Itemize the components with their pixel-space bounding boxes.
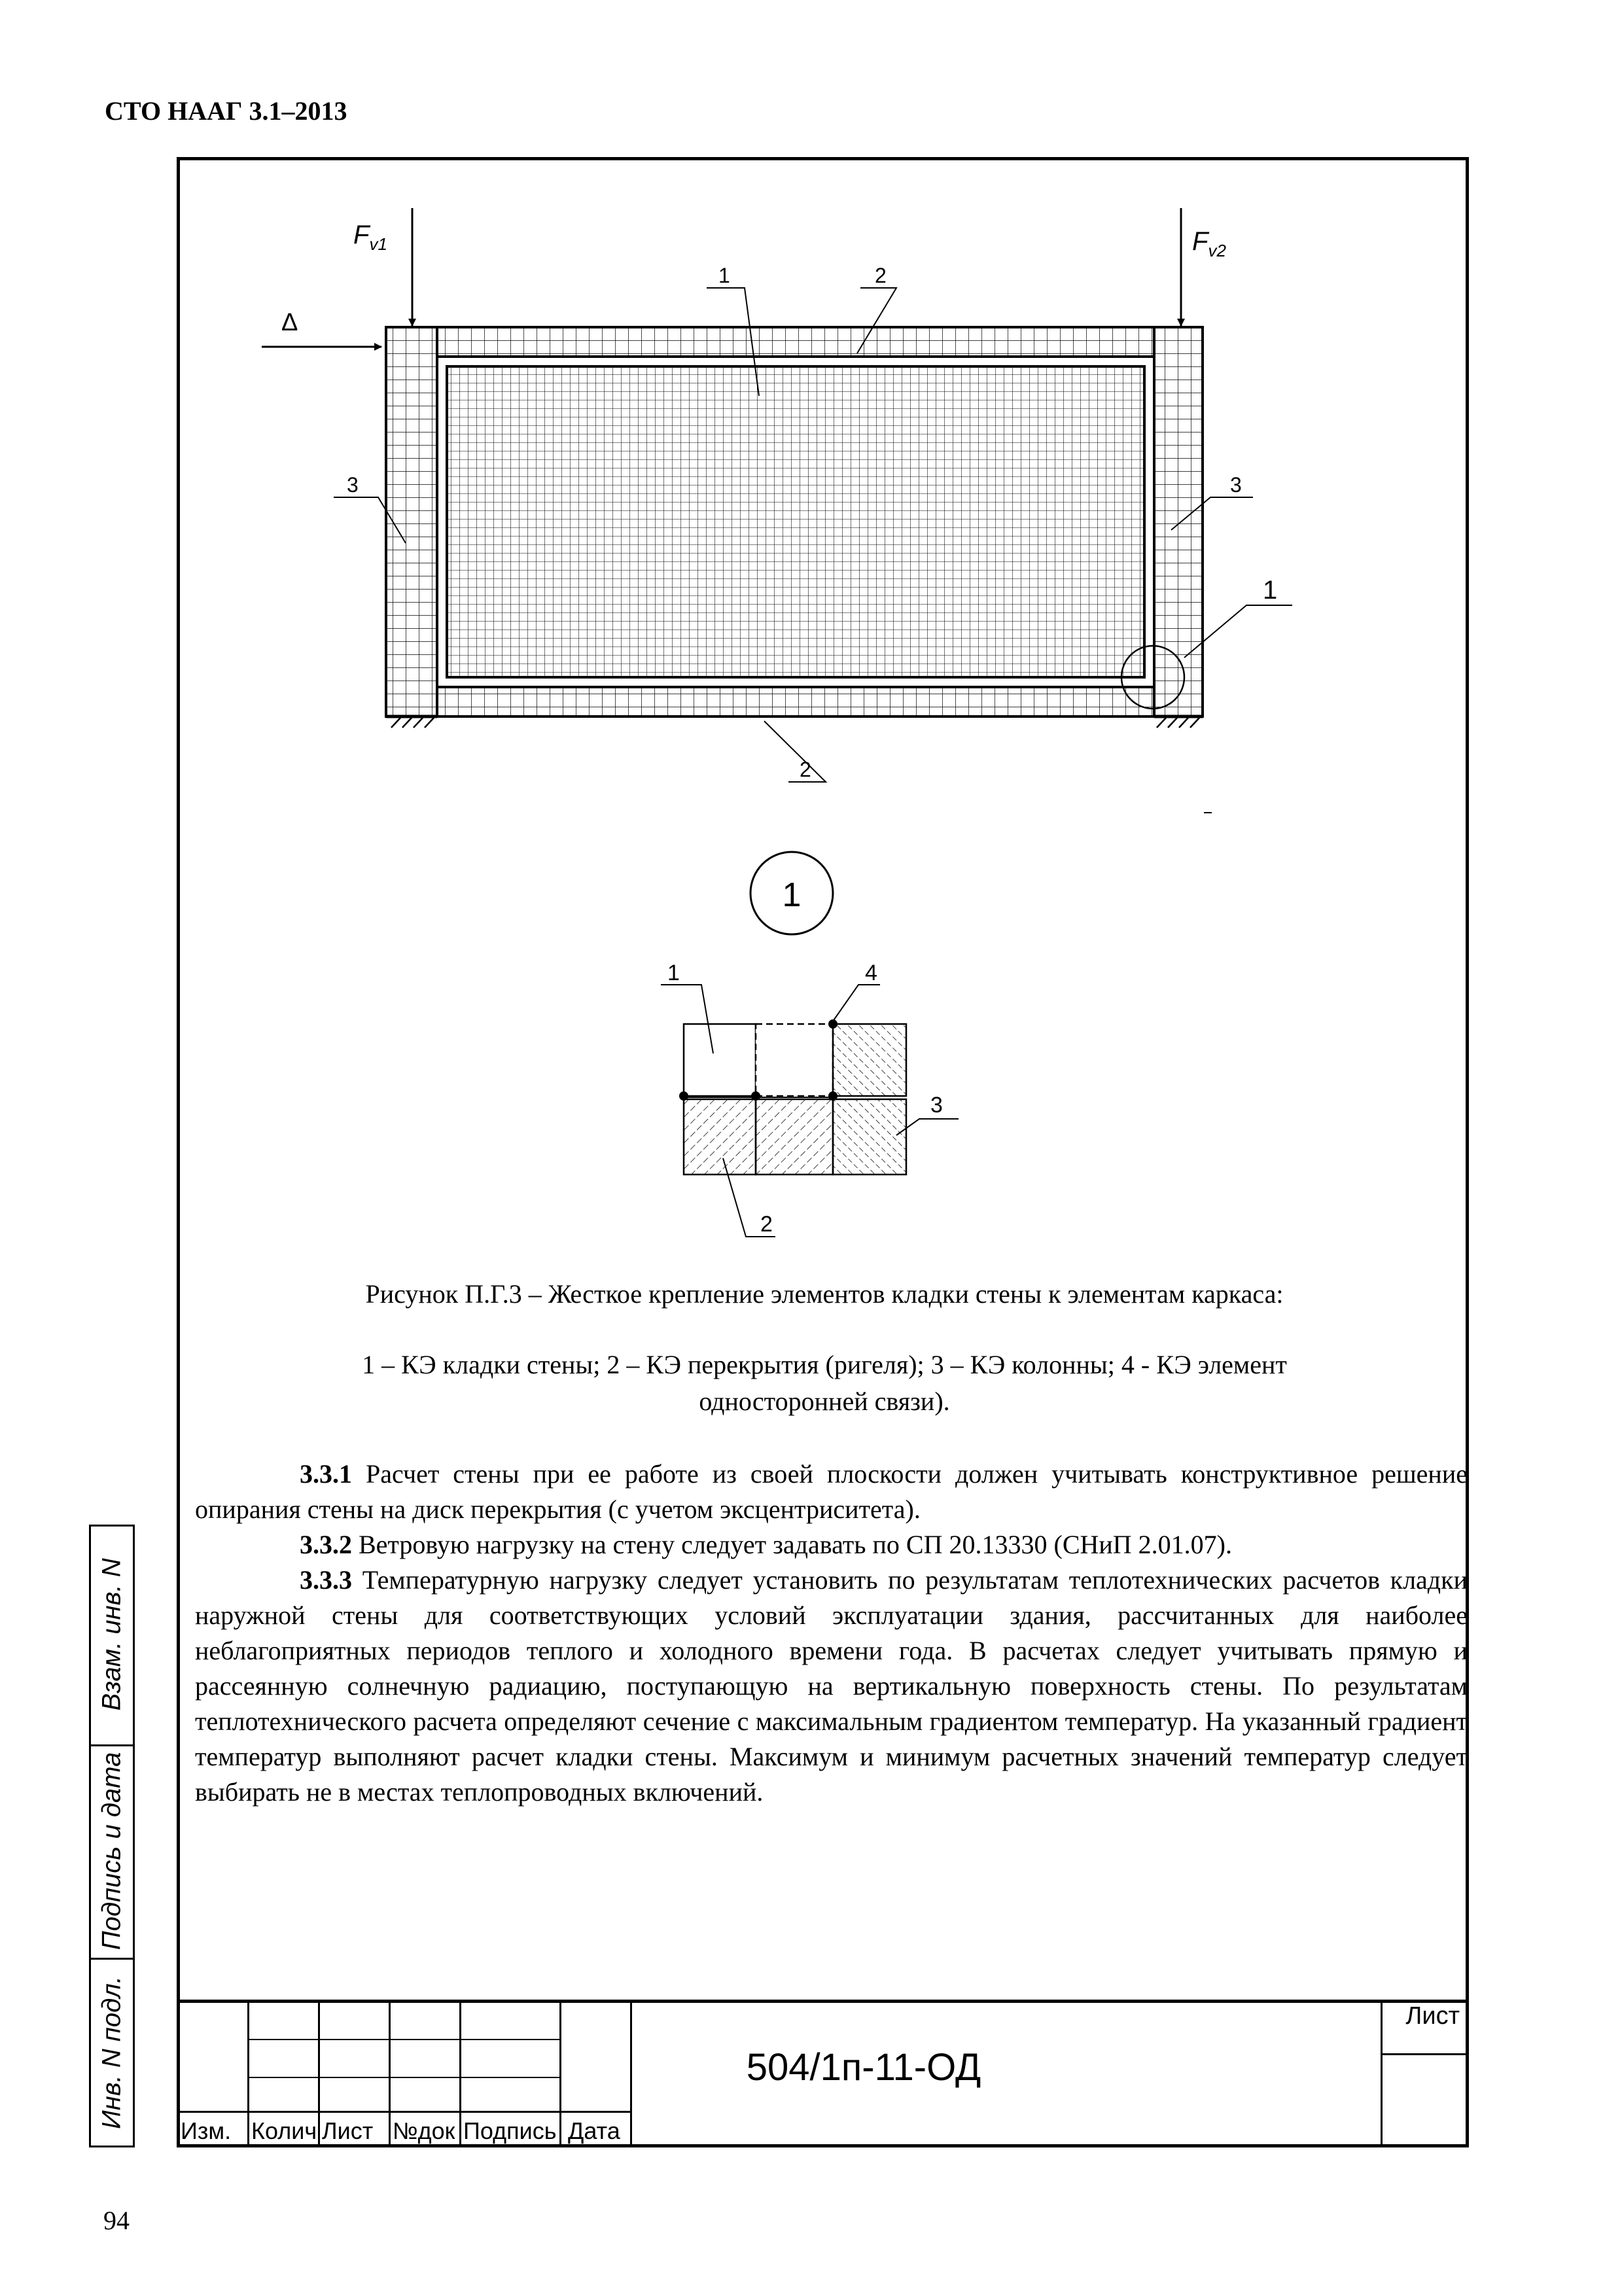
document-header: СТО НААГ 3.1–2013 <box>105 96 347 126</box>
col-list: Лист <box>322 2117 374 2144</box>
title-block <box>177 2000 1469 2147</box>
side-label-signature: Подпись и дата <box>97 1752 126 1951</box>
col-podpis: Подпись <box>463 2117 557 2144</box>
callout-detail: 1 <box>1263 576 1278 605</box>
detail-label-2: 2 <box>760 1212 773 1237</box>
col-data: Дата <box>568 2117 620 2144</box>
paragraph-3-3-2: 3.3.2 Ветровую нагрузку на стену следует задавать по СП 20.13330 (СНиП 2.01.07). <box>300 1530 1232 1559</box>
sheet-label: Лист <box>1405 2002 1460 2030</box>
left-support <box>386 716 437 728</box>
force-v1-label: $F_{v1}$ <box>353 221 387 254</box>
detail-drawing <box>661 985 959 1237</box>
paragraph-3-3-1: 3.3.1 Расчет стены при ее работе из своей плоскости должен учитывать конструктивное решение опирания стены на диск перекрытия (с учетом эксцентриситета). <box>195 1459 1468 1524</box>
col-kolich: Колич <box>251 2117 317 2144</box>
force-v2-label: $F_{v2}$ <box>1192 227 1226 260</box>
col-ndok: №док <box>393 2117 455 2144</box>
body-text <box>195 1457 1468 1810</box>
masonry-mesh <box>447 366 1144 677</box>
detail-label-4: 4 <box>865 961 877 985</box>
detail-label-1: 1 <box>667 961 680 985</box>
callout-3-left: 3 <box>347 473 359 497</box>
callout-3-right: 3 <box>1230 473 1242 497</box>
callout-2-top: 2 <box>875 264 887 287</box>
right-support <box>1154 716 1203 728</box>
link-node <box>828 1091 837 1101</box>
side-label-replacement: Взам. инв. N <box>97 1558 126 1711</box>
callout-2-bottom: 2 <box>800 758 811 781</box>
link-node <box>751 1091 760 1101</box>
figure-caption-title: Рисунок П.Г.3 – Жесткое крепление элементов кладки стены к элементам каркаса: <box>365 1279 1284 1309</box>
displacement-label: Δ <box>281 309 298 336</box>
figure-caption-legend-2: односторонней связи). <box>699 1386 950 1416</box>
wall-model <box>386 327 1203 728</box>
detail-marker-label: 1 <box>782 876 802 914</box>
side-label-inventory: Инв. N подл. <box>97 1976 126 2129</box>
detail-label-3: 3 <box>930 1093 943 1118</box>
page-number: 94 <box>103 2206 130 2235</box>
col-izm: Изм. <box>181 2117 232 2144</box>
callout-1-top: 1 <box>718 264 730 287</box>
paragraph-3-3-3: 3.3.3 Температурную нагрузку следует установить по результатам теплотехнических расчетов кладки наружной стены для соответствующих условий эксплуатации здания, рассчитанных для наиболее неблагоприятных периодов теплого и холодного времени года. В расчетах следует учитывать прямую и рассеянную солнечную радиацию, поступающую на вертикальную поверхность стены. По результатам теплотехнического расчета определяют сечение с максимальным градиентом температур. На указанный градиент температур выполняют расчет кладки стены. Максимум и минимум расчетных значений температур следует выбирать не в местах теплопроводных включений. <box>195 1565 1468 1807</box>
document-code: 504/1п-11-ОД <box>746 2046 981 2089</box>
link-node <box>679 1091 688 1101</box>
figure-caption-legend-1: 1 – КЭ кладки стены; 2 – КЭ перекрытия (ригеля); 3 – КЭ колонны; 4 - КЭ элемент <box>362 1350 1287 1379</box>
